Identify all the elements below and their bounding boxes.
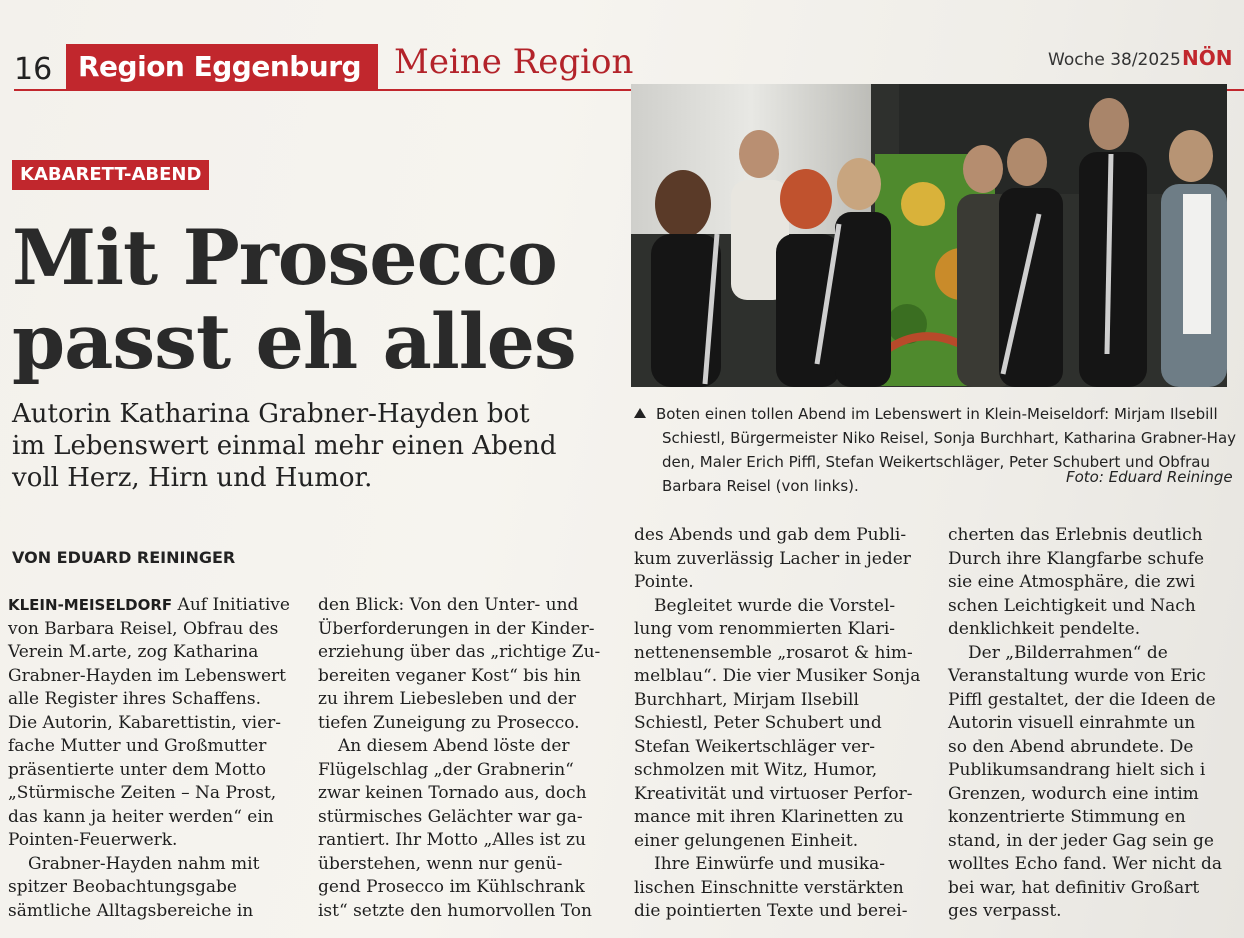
text-line: melblau“. Die vier Musiker Sonja xyxy=(634,666,921,686)
text-line: lischen Einschnitte verstärkten xyxy=(634,877,904,898)
column-1 xyxy=(8,594,290,923)
headline xyxy=(12,213,612,386)
text-line: des Abends und gab dem Publi- xyxy=(634,525,907,545)
text-line: einer gelungenen Einheit. xyxy=(634,830,859,851)
text-line: spitzer Beobachtungsgabe xyxy=(8,877,237,897)
region-banner xyxy=(66,44,378,90)
text-line: Begleitet wurde die Vorstel- xyxy=(654,595,896,616)
text-line: fache Mutter und Großmutter xyxy=(8,736,267,756)
issue-label: Woche 38/2025 xyxy=(1048,50,1181,70)
text-line: Grabner-Hayden im Lebenswert xyxy=(8,665,286,686)
text-line: überstehen, wenn nur genü- xyxy=(318,853,563,874)
text-line: Kreativität und virtuoser Perfor- xyxy=(634,783,913,804)
text-line: zu ihrem Liebesleben und der xyxy=(318,689,576,709)
headline-line: passt eh alles xyxy=(12,297,576,386)
text-line: erziehung über das „richtige Zu- xyxy=(318,642,601,662)
text-line: ges verpasst. xyxy=(948,901,1062,921)
text-line: bei war, hat definitiv Großart xyxy=(948,877,1200,898)
text-line: Pointe. xyxy=(634,572,694,592)
text-line: denklichkeit pendelte. xyxy=(948,619,1141,639)
text-line: stand, in der jeder Gag sein ge xyxy=(948,830,1214,851)
text-line: sämtliche Alltagsbereiche in xyxy=(8,900,254,921)
lead-line: Autorin Katharina Grabner-Hayden bot xyxy=(12,399,530,429)
text-line: schmolzen mit Witz, Humor, xyxy=(634,760,878,780)
text-line: Ihre Einwürfe und musika- xyxy=(654,854,886,874)
text-line: zwar keinen Tornado aus, doch xyxy=(318,783,587,803)
text-line: Piffl gestaltet, der die Ideen de xyxy=(948,689,1216,710)
text-line: mance mit ihren Klarinetten zu xyxy=(634,807,904,827)
text-line: bereiten veganer Kost“ bis hin xyxy=(318,665,581,686)
text-line xyxy=(8,594,290,618)
caption-line: Barbara Reisel (von links). xyxy=(662,477,859,495)
text-line: lung vom renommierten Klari- xyxy=(634,619,896,639)
text-line: Der „Bilderrahmen“ de xyxy=(968,642,1168,663)
text-line: Grabner-Hayden nahm mit xyxy=(28,853,260,874)
text-line: so den Abend abrundete. De xyxy=(948,736,1194,757)
page-number: 16 xyxy=(14,52,53,87)
text-line: cherten das Erlebnis deutlich xyxy=(948,525,1203,545)
text-line: Flügelschlag „der Grabnerin“ xyxy=(318,759,574,780)
text-line: Burchhart, Mirjam Ilsebill xyxy=(634,689,859,710)
text-line: alle Register ihres Schaffens. xyxy=(8,689,261,709)
photo-credit: Foto: Eduard Reininge xyxy=(1066,468,1233,486)
section-title: Meine Region xyxy=(394,42,634,82)
text-line: schen Leichtigkeit und Nach xyxy=(948,595,1196,616)
caption-line: den, Maler Erich Piffl, Stefan Weikertschläger, Peter Schubert und Obfrau xyxy=(662,453,1210,471)
text-line: gend Prosecco im Kühlschrank xyxy=(318,877,585,897)
brand-logo: NÖN xyxy=(1182,46,1233,70)
text-line: nettenensemble „rosarot & him- xyxy=(634,642,913,663)
text-line: Pointen-Feuerwerk. xyxy=(8,830,178,850)
byline: VON EDUARD REININGER xyxy=(12,548,236,567)
region-label: Region Eggenburg xyxy=(78,50,362,83)
text-line: präsentierte unter dem Motto xyxy=(8,759,266,780)
caption-text: Boten einen tollen Abend im Lebenswert in Klein-Meiseldorf: Mirjam Ilsebill xyxy=(656,405,1218,423)
group-photo xyxy=(631,84,1227,387)
photo-illustration xyxy=(631,84,1227,387)
text-line: kum zuverlässig Lacher in jeder xyxy=(634,548,911,569)
text-fragment: Auf Initiative xyxy=(172,595,290,615)
text-line: An diesem Abend löste der xyxy=(338,736,570,756)
column-3 xyxy=(634,524,920,924)
text-line: sie eine Atmosphäre, die zwi xyxy=(948,572,1196,592)
text-line: Veranstaltung wurde von Eric xyxy=(948,666,1206,686)
text-line: wolltes Echo fand. Wer nicht da xyxy=(948,854,1223,874)
text-line: von Barbara Reisel, Obfrau des xyxy=(8,618,279,639)
text-line: rantiert. Ihr Motto „Alles ist zu xyxy=(318,830,586,850)
text-line: „Stürmische Zeiten – Na Prost, xyxy=(8,783,277,803)
text-line: Schiestl, Peter Schubert und xyxy=(634,713,882,733)
dateline: KLEIN-MEISELDORF xyxy=(8,596,173,614)
text-line: den Blick: Von den Unter- und xyxy=(318,595,579,615)
lead-line: voll Herz, Hirn und Humor. xyxy=(12,463,373,493)
column-2 xyxy=(318,594,606,923)
lead-paragraph xyxy=(12,398,612,494)
caption-line: Schiestl, Bürgermeister Niko Reisel, Sonja Burchhart, Katharina Grabner-Hay xyxy=(662,429,1237,447)
text-line: stürmisches Gelächter war ga- xyxy=(318,806,583,827)
text-line: Die Autorin, Kabarettistin, vier- xyxy=(8,712,282,733)
column-4 xyxy=(948,524,1244,924)
headline-line: Mit Prosecco xyxy=(12,213,557,302)
text-line: Stefan Weikertschläger ver- xyxy=(634,736,875,757)
caption-line xyxy=(634,402,1230,426)
text-line: ist“ setzte den humorvollen Ton xyxy=(318,900,592,921)
text-line: Autorin visuell einrahmte un xyxy=(948,713,1196,733)
text-line: konzentrierte Stimmung en xyxy=(948,807,1186,827)
text-line: die pointierten Texte und berei- xyxy=(634,901,908,921)
lead-line: im Lebenswert einmal mehr einen Abend xyxy=(12,431,557,461)
text-line: Verein M.arte, zog Katharina xyxy=(8,642,259,662)
text-line: das kann ja heiter werden“ ein xyxy=(8,806,274,827)
kicker-badge: KABARETT-ABEND xyxy=(12,160,209,190)
text-line: Publikumsandrang hielt sich i xyxy=(948,760,1206,780)
triangle-up-icon xyxy=(634,408,646,418)
text-line: Grenzen, wodurch eine intim xyxy=(948,783,1199,804)
text-line: tiefen Zuneigung zu Prosecco. xyxy=(318,712,580,733)
text-line: Überforderungen in der Kinder- xyxy=(318,618,595,639)
text-line: Durch ihre Klangfarbe schufe xyxy=(948,548,1205,569)
